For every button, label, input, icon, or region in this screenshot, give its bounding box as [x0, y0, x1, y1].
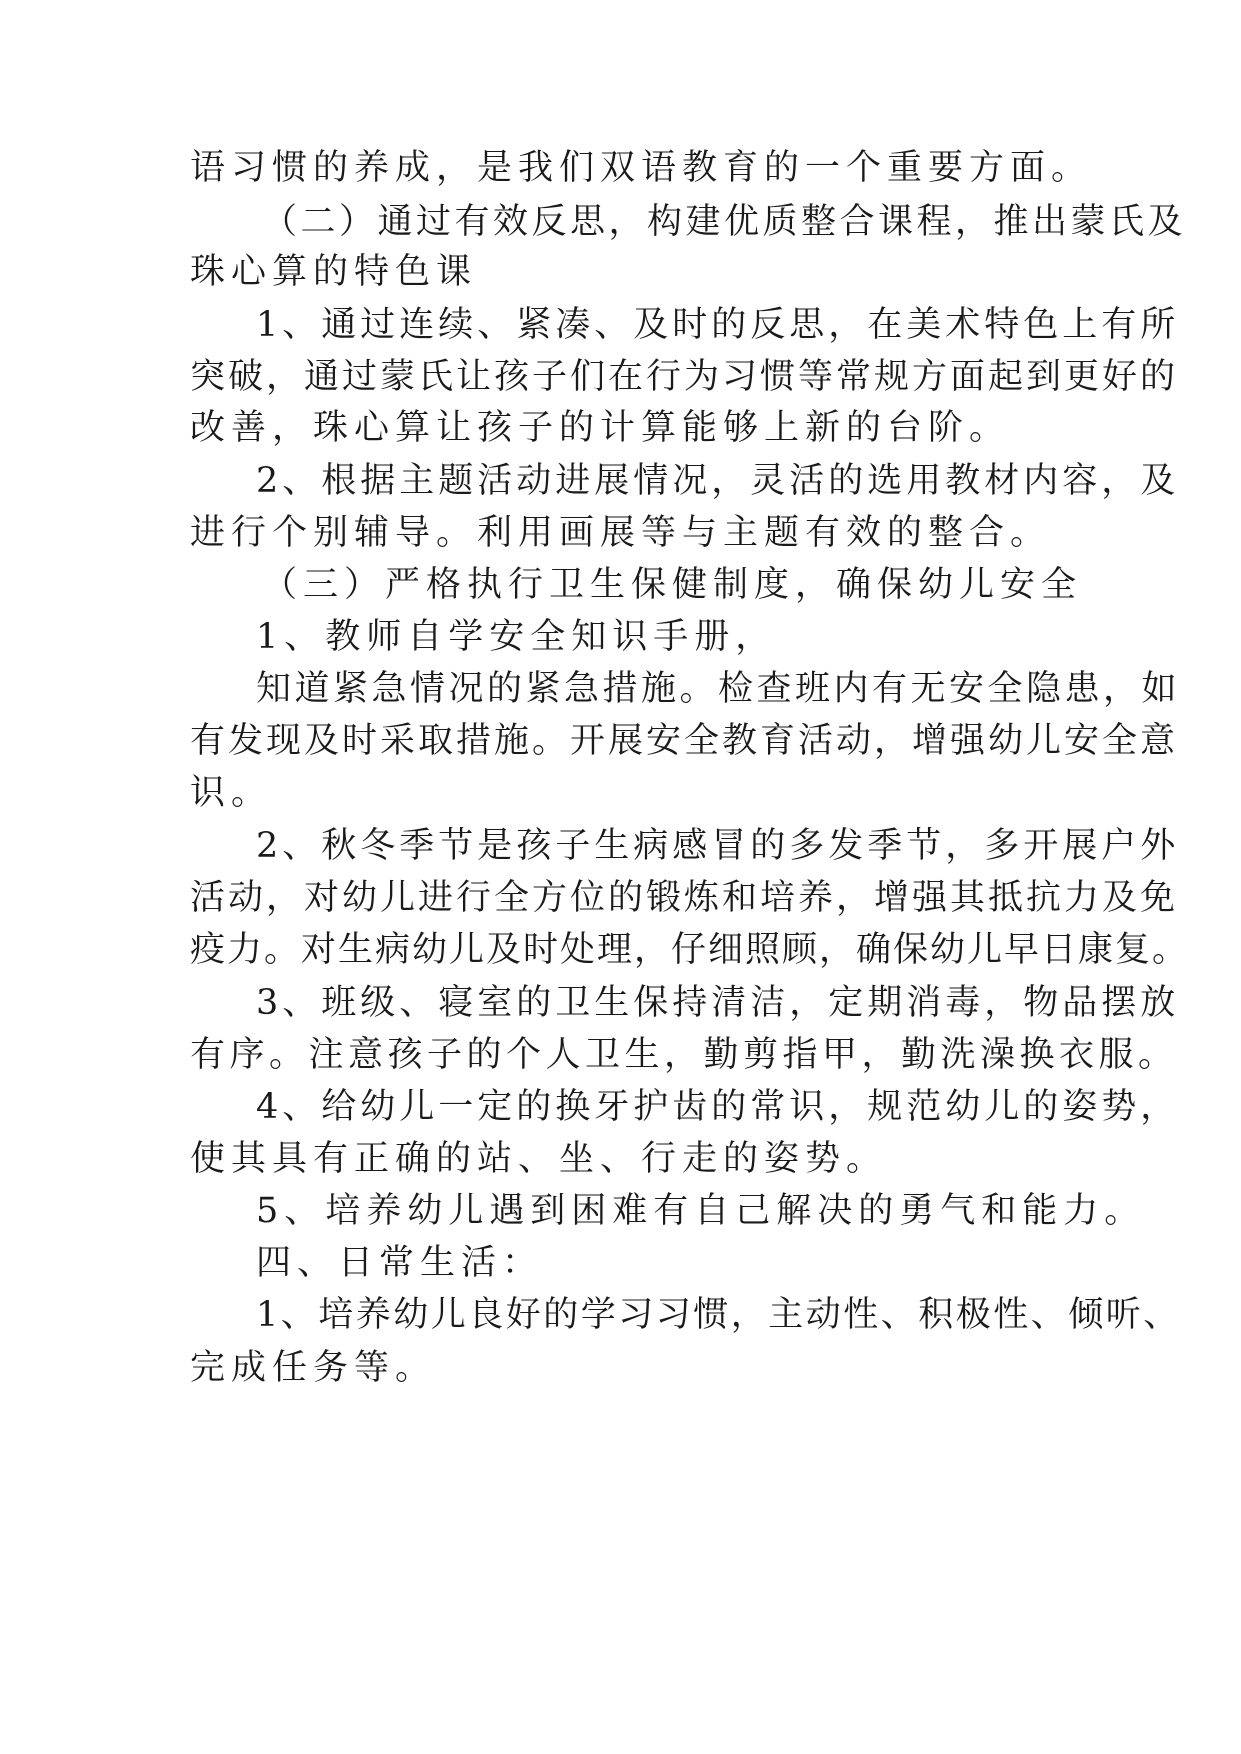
section-heading: （二）通过有效反思，构建优质整合课程，推出蒙氏及	[262, 202, 1187, 242]
text-line: 有序。注意孩子的个人卫生，勤剪指甲，勤洗澡换衣服。	[190, 1035, 1178, 1075]
text-line: 知道紧急情况的紧急措施。检查班内有无安全隐患，如	[256, 669, 1181, 709]
text-line: 进行个别辅导。利用画展等与主题有效的整合。	[190, 513, 1052, 553]
text-line: 识。	[190, 773, 273, 813]
text-line: 有发现及时采取措施。开展安全教育活动，增强幼儿安全意	[190, 721, 1179, 761]
text-line: 5、培养幼儿遇到困难有自己解决的勇气和能力。	[256, 1191, 1146, 1231]
text-line: 1、通过连续、紧凑、及时的反思，在美术特色上有所	[256, 305, 1180, 345]
text-line: 4、给幼儿一定的换牙护齿的常识，规范幼儿的姿势，	[256, 1087, 1180, 1127]
text-line: 珠心算的特色课	[190, 252, 478, 292]
text-line: 语习惯的养成，是我们双语教育的一个重要方面。	[190, 148, 1093, 188]
text-line: 3、班级、寝室的卫生保持清洁，定期消毒，物品摆放	[256, 983, 1180, 1023]
text-line: 完成任务等。	[190, 1348, 437, 1388]
text-line: 1、培养幼儿良好的学习习惯，主动性、积极性、倾听、	[256, 1295, 1181, 1335]
text-line: 2、根据主题活动进展情况，灵活的选用教材内容，及	[256, 461, 1180, 501]
section-heading: （三）严格执行卫生保健制度，确保幼儿安全	[262, 565, 1083, 605]
text-line: 突破，通过蒙氏让孩子们在行为习惯等常规方面起到更好的	[190, 357, 1179, 397]
text-line: 疫力。对生病幼儿及时处理，仔细照顾，确保幼儿早日康复。	[190, 930, 1190, 970]
text-line: 2、秋冬季节是孩子生病感冒的多发季节，多开展户外	[256, 826, 1180, 866]
section-heading: 四、日常生活：	[256, 1243, 544, 1283]
text-line: 1、教师自学安全知识手册，	[256, 617, 777, 657]
text-line: 活动，对幼儿进行全方位的锻炼和培养，增强其抵抗力及免	[190, 878, 1179, 918]
text-line: 使其具有正确的站、坐、行走的姿势。	[190, 1139, 888, 1179]
text-line: 改善，珠心算让孩子的计算能够上新的台阶。	[190, 408, 1011, 448]
